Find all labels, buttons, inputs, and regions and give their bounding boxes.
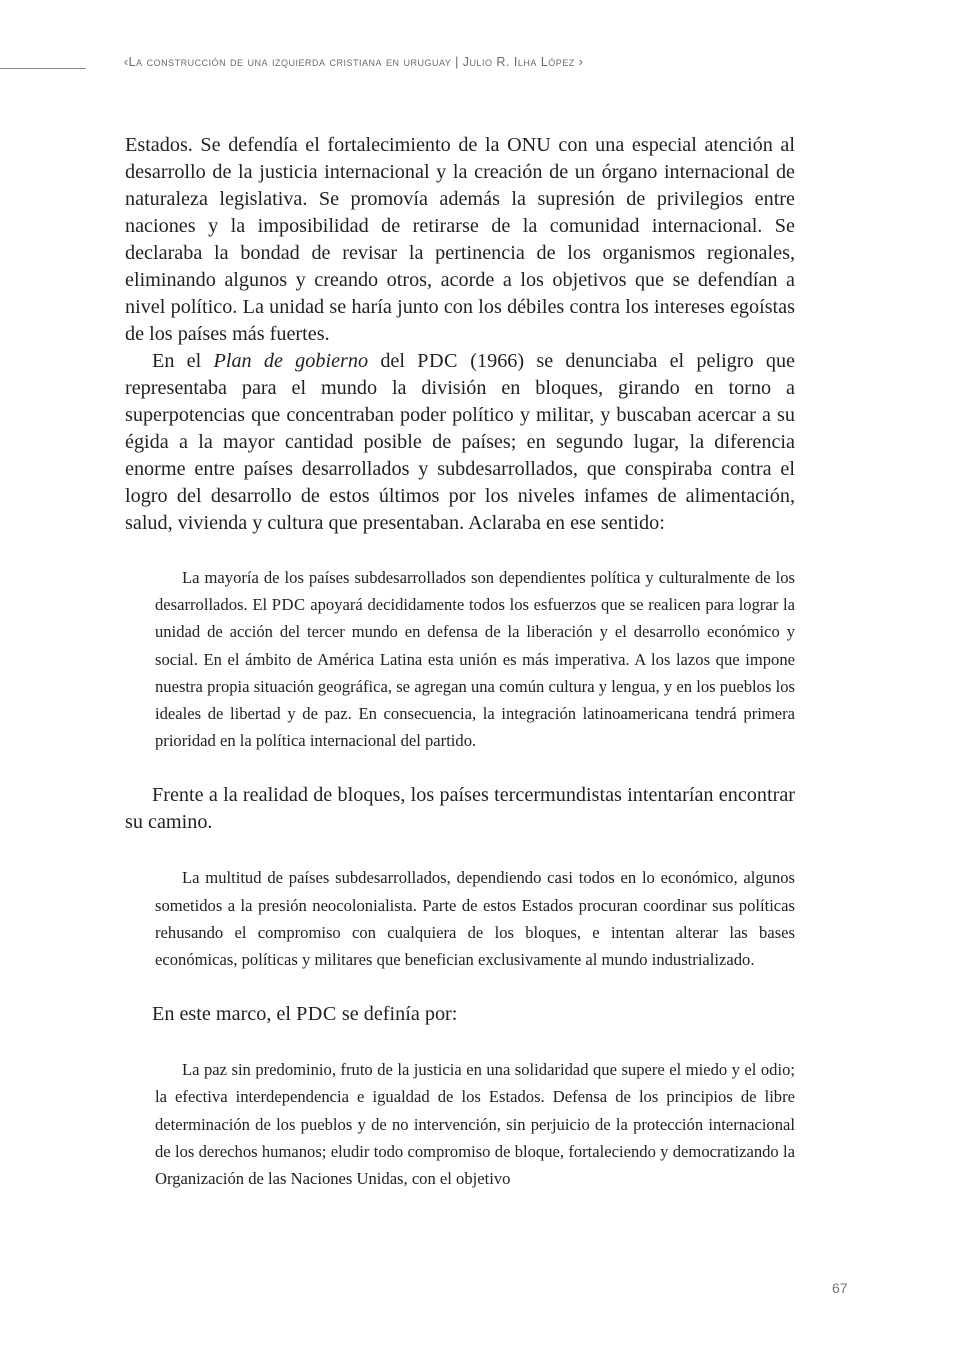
paragraph-2 (125, 348, 795, 537)
block-quote-1 (155, 564, 795, 754)
paragraph-4-abbr: PDC (296, 1003, 337, 1026)
running-header-separator: | (451, 55, 463, 69)
paragraph-4-start: En este marco, el (152, 1003, 297, 1026)
paragraph-2-mid: del (368, 350, 418, 372)
running-header (124, 55, 583, 69)
block-quote-2: La multitud de países subdesarrollados, dependiendo casi todos en lo económico, algunos sometidos a la presión neocolonialista. Parte de estos Estados procuran coordinar sus políticas rehusando el compromiso con cualquiera de los bloques, e intentan alterar las bases económicas, políticas y militares que benefician exclusivamente al mundo industrializado. (155, 868, 795, 970)
page-number: 67 (832, 1280, 848, 1296)
block-quote-1-rest: apoyará decididamente todos los esfuerzos que se realicen para lograr la unidad de acción del tercer mundo en defensa de la liberación y el desarrollo económico y social. En el ámbito de América Latina esta unión es más imperativa. A los lazos que impone nuestra propia situación geográfica, se agregan una común cultura y lengua, y en los pueblos los ideales de libertad y de paz. En consecuencia, la integración latinoamericana tendrá primera prioridad en la política internacional del partido. (155, 595, 795, 751)
header-rule (0, 68, 86, 69)
running-header-author: Julio R. Ilha López › (462, 55, 584, 69)
paragraph-2-start: En el (152, 350, 214, 372)
paragraph-2-rest: (1966) se denunciaba el peligro que representaba para el mundo la división en bloques, girando en torno a superpotencias que concentraban poder político y militar, y buscaban acercar a su égida a la mayor cantidad posible de países; en segundo lugar, la diferencia enorme entre países desarrollados y subdesarrollados, que conspiraba contra el logro del desarrollo de estos últimos por los niveles infames de alimentación, salud, vivienda y cultura que presentaban. Aclaraba en ese sentido: (125, 350, 795, 534)
block-quote-1-start: La mayoría de los países subdesarrollados son dependientes política y culturalmente de los desarrollados. El (155, 568, 795, 615)
running-header-title: ‹La construcción de una izquierda cristiana en uruguay (124, 55, 452, 69)
paragraph-3: Frente a la realidad de bloques, los países tercermundistas intentarían encontrar su camino. (125, 784, 795, 834)
block-quote-3: La paz sin predominio, fruto de la justicia en una solidaridad que supere el miedo y el odio; la efectiva interdependencia e igualdad de los Estados. Defensa de los principios de libre determinación de los pueblos y de no intervención, sin perjuicio de la protección internacional de los derechos humanos; eludir todo compromiso de bloque, fortaleciendo y democratizando la Organización de las Naciones Unidas, con el objetivo (155, 1060, 795, 1189)
block-quote-1-abbr: PDC (271, 595, 306, 615)
paragraph-4 (125, 1001, 795, 1028)
paragraph-1: Estados. Se defendía el fortalecimiento de la ONU con una especial atención al desarrollo de la justicia internacional y la creación de un órgano internacional de naturaleza legislativa. Se promovía además la supresión de privilegios entre naciones y la imposibilidad de retirarse de la comunidad internacional. Se declaraba la bondad de revisar la pertinencia de los organismos regionales, eliminando algunos y creando otros, acorde a los objetivos que se defendían a nivel político. La unidad se haría junto con los débiles contra los intereses egoístas de los países más fuertes. (125, 134, 795, 345)
paragraph-2-abbr: PDC (417, 350, 459, 372)
page-body (125, 132, 795, 1192)
paragraph-2-title-italic: Plan de gobierno (213, 350, 369, 372)
paragraph-4-rest: se definía por: (336, 1003, 458, 1026)
